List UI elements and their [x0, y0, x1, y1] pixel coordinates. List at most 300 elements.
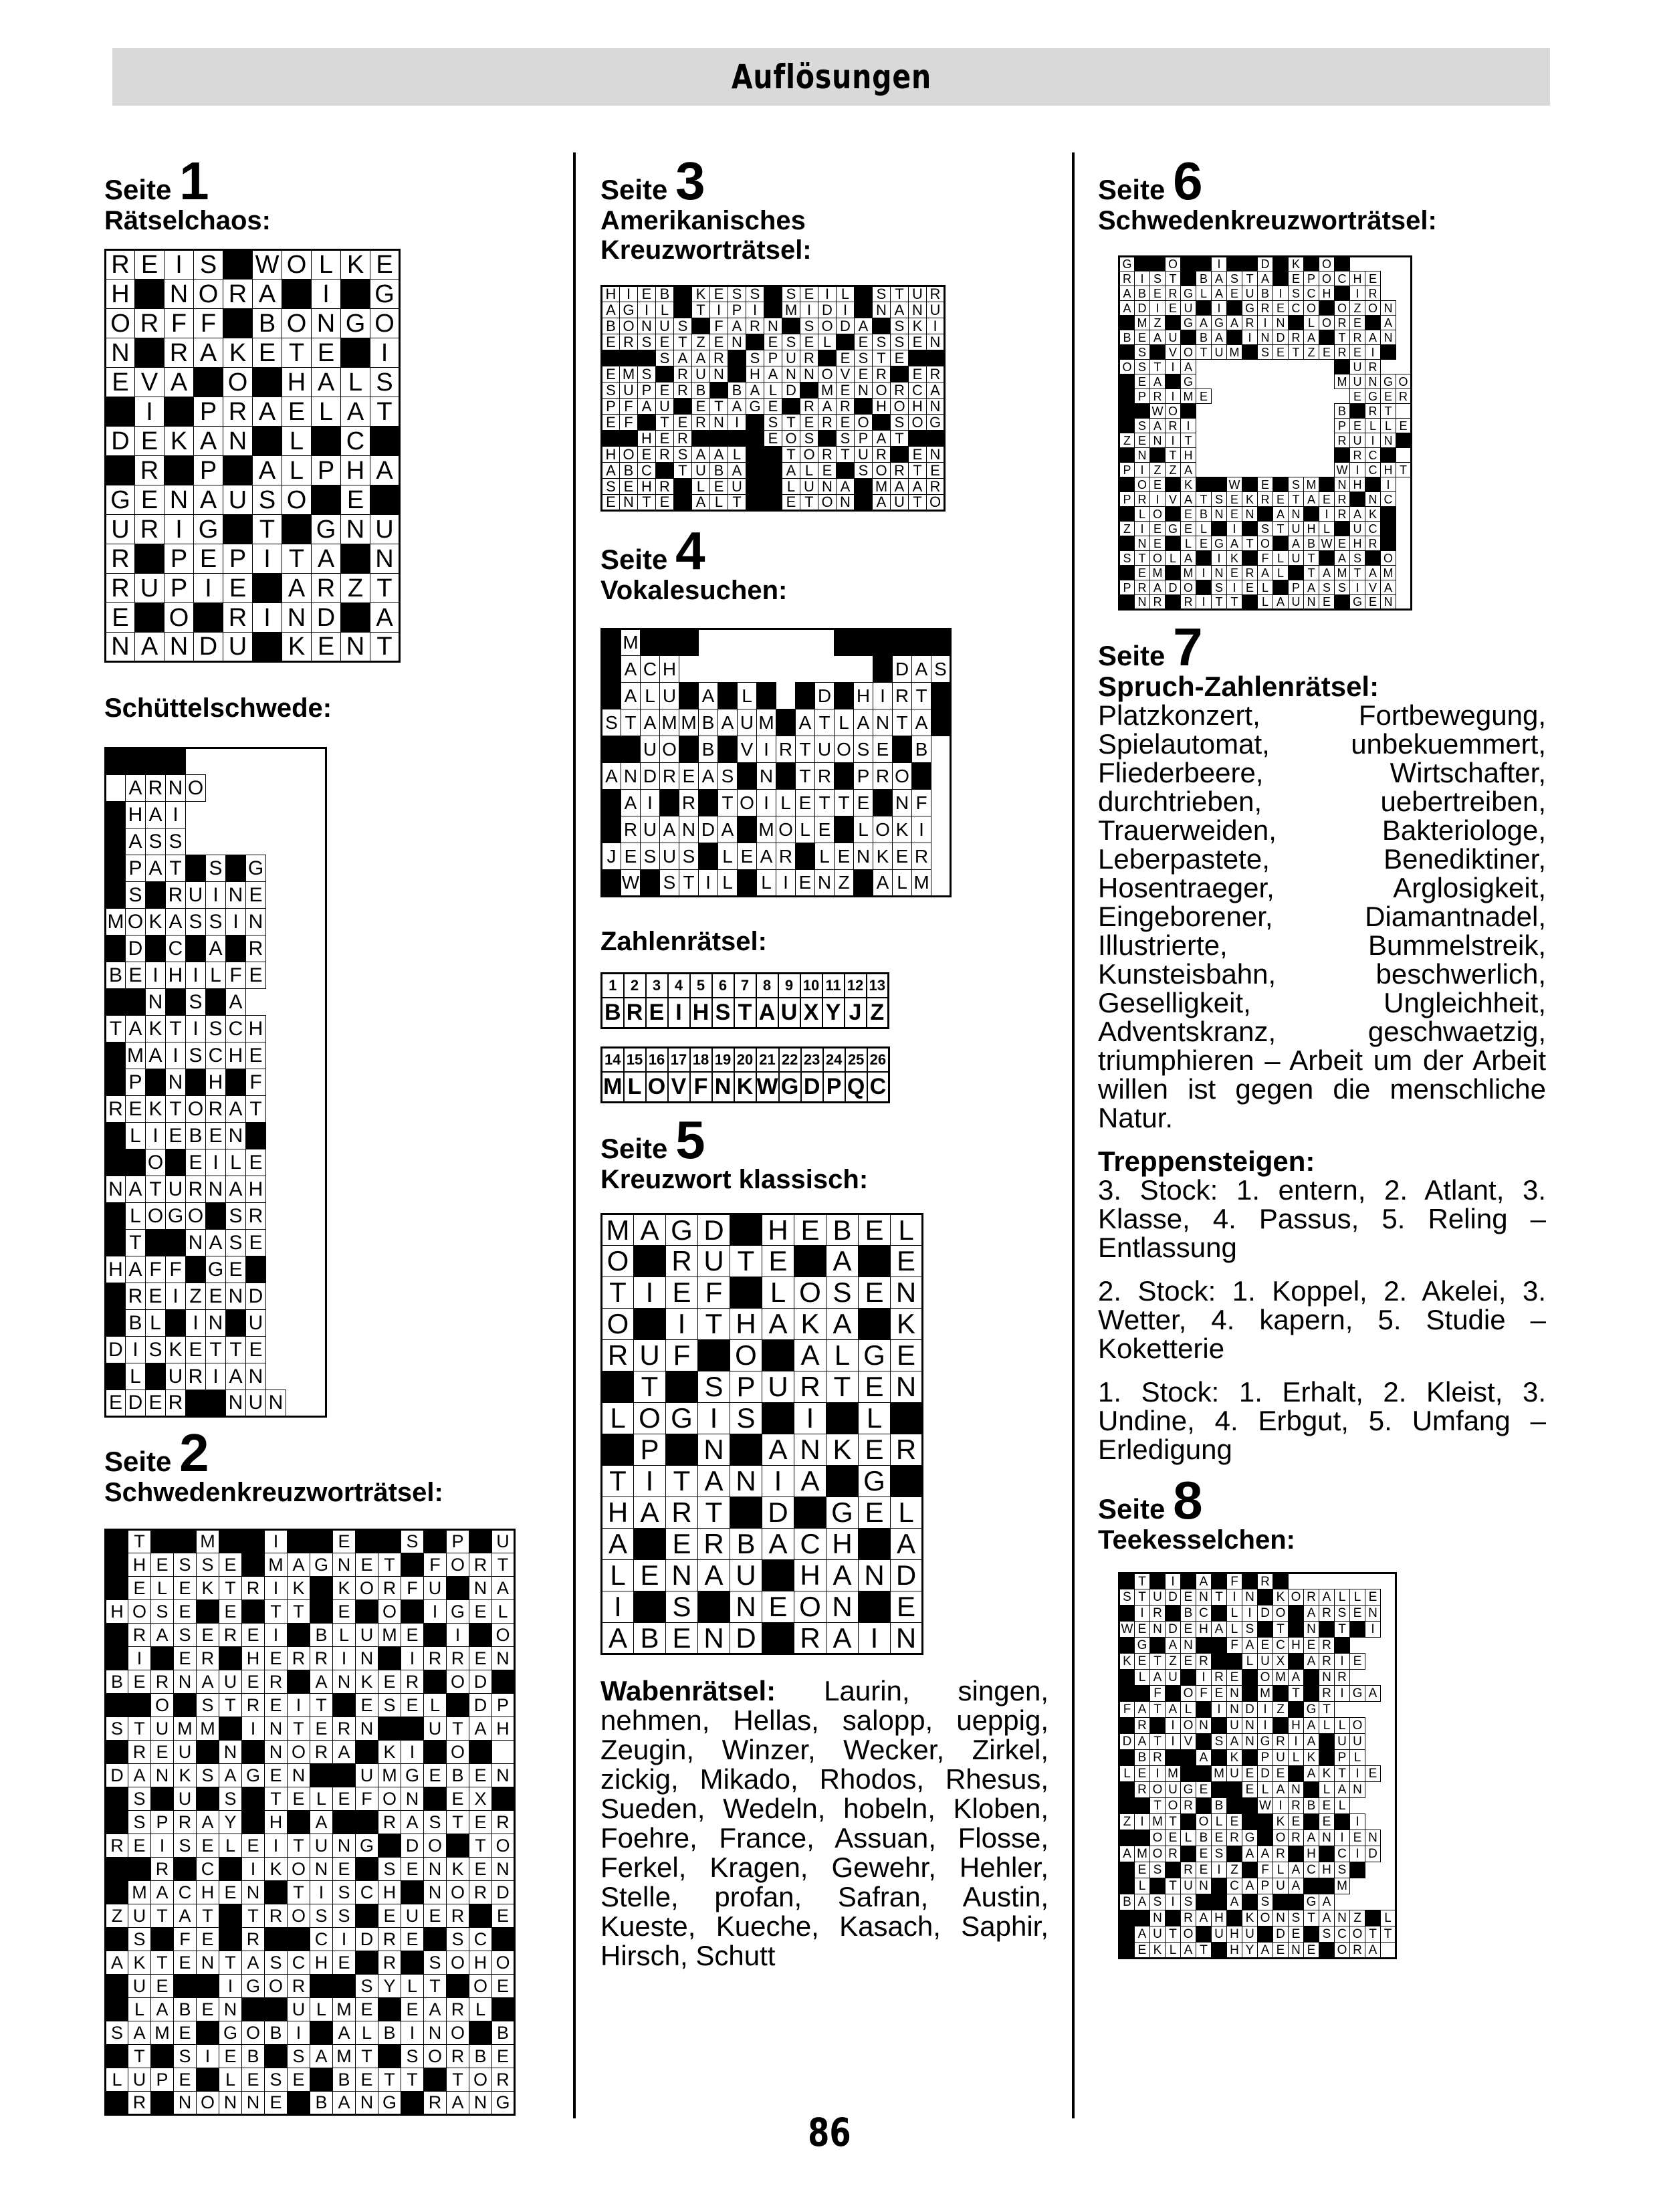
- letter-cell: T: [656, 415, 674, 431]
- letter-cell: O: [447, 1553, 469, 1577]
- black-cell: [106, 1811, 128, 1834]
- empty-space: [306, 1337, 326, 1363]
- letter-cell: L: [1196, 522, 1212, 536]
- empty-space: [1396, 522, 1412, 536]
- letter-cell: L: [835, 709, 854, 736]
- number-row: [602, 1048, 889, 1072]
- letter-cell: D: [1258, 257, 1273, 271]
- letter-cell: D: [699, 816, 718, 843]
- letter-cell: C: [1365, 463, 1381, 477]
- black-cell: [1289, 1766, 1304, 1782]
- letter-cell: O: [738, 790, 757, 816]
- letter-cell: U: [1350, 360, 1365, 374]
- letter-cell: I: [1166, 433, 1181, 448]
- black-cell: [135, 280, 164, 309]
- black-cell: [1242, 257, 1258, 271]
- letter-cell: R: [818, 415, 837, 431]
- empty-space: [266, 989, 286, 1016]
- letter-cell: F: [1227, 1638, 1242, 1654]
- black-cell: [242, 1600, 265, 1624]
- letter-cell: E: [1135, 330, 1150, 345]
- letter-cell: N: [1150, 1910, 1166, 1926]
- letter-cell: N: [873, 302, 891, 318]
- letter-cell: S: [186, 909, 206, 935]
- letter-cell: E: [206, 1123, 226, 1149]
- letter-cell: R: [246, 935, 266, 962]
- grid-row: [602, 1246, 923, 1277]
- letter-cell: T: [698, 1497, 730, 1529]
- black-cell: [1242, 345, 1258, 360]
- letter-cell: A: [288, 1553, 310, 1577]
- grid-table: [1118, 255, 1412, 611]
- letter-cell: E: [356, 1553, 378, 1577]
- letter-cell: S: [931, 656, 951, 683]
- letter-cell: O: [151, 1694, 174, 1717]
- letter-cell: R: [800, 399, 818, 415]
- letter-cell: H: [246, 1176, 266, 1203]
- letter-cell: O: [634, 1403, 666, 1434]
- waben-solution: [600, 1676, 1048, 1971]
- empty-space: [1365, 1718, 1381, 1734]
- letter-cell: L: [1350, 1750, 1365, 1766]
- letter-cell: N: [1150, 1622, 1166, 1638]
- grid-row: [602, 382, 945, 399]
- black-cell: [634, 1246, 666, 1277]
- letter-cell: L: [1335, 1798, 1350, 1814]
- letter-cell: O: [282, 309, 312, 338]
- empty-space: [1273, 433, 1289, 448]
- seite-label: Seite: [1098, 1493, 1166, 1525]
- letter-cell: R: [1258, 301, 1273, 316]
- black-cell: [891, 447, 909, 463]
- key-number: 1: [602, 974, 624, 998]
- letter-cell: B: [310, 2092, 333, 2115]
- letter-cell: S: [401, 2045, 424, 2068]
- letter-cell: T: [891, 431, 909, 447]
- empty-space: [1227, 374, 1242, 389]
- letter-cell: T: [1150, 1734, 1166, 1750]
- grid-row: [1119, 551, 1412, 566]
- letter-cell: A: [146, 802, 166, 828]
- letter-cell: R: [223, 397, 253, 427]
- letter-cell: R: [1227, 1830, 1242, 1846]
- letter-cell: C: [909, 382, 927, 399]
- empty-space: [306, 882, 326, 909]
- empty-space: [1381, 1782, 1396, 1798]
- empty-space: [931, 843, 951, 870]
- empty-space: [1365, 1670, 1381, 1686]
- empty-space: [1227, 433, 1242, 448]
- black-cell: [666, 1434, 698, 1466]
- black-cell: [469, 1530, 492, 1553]
- grid-row: [1119, 566, 1412, 580]
- letter-cell: O: [447, 1741, 469, 1764]
- empty-space: [1273, 404, 1289, 419]
- letter-cell: E: [312, 338, 341, 368]
- letter-cell: I: [1196, 566, 1212, 580]
- letter-cell: U: [151, 1717, 174, 1741]
- letter-cell: Z: [341, 574, 370, 603]
- letter-cell: C: [288, 1951, 310, 1975]
- black-cell: [1119, 1798, 1135, 1814]
- letter-cell: I: [146, 962, 166, 989]
- letter-cell: T: [718, 790, 738, 816]
- letter-cell: S: [660, 870, 679, 897]
- letter-cell: E: [1135, 1654, 1150, 1670]
- letter-cell: E: [151, 1741, 174, 1764]
- letter-cell: K: [265, 1858, 288, 1881]
- letter-cell: A: [206, 1230, 226, 1256]
- empty-space: [931, 816, 951, 843]
- letter-cell: R: [1289, 1798, 1304, 1814]
- black-cell: [265, 2045, 288, 2068]
- letter-cell: R: [469, 1553, 492, 1577]
- letter-cell: I: [1258, 316, 1273, 330]
- letter-cell: R: [660, 763, 679, 790]
- letter-cell: T: [815, 790, 835, 816]
- letter-cell: R: [891, 463, 909, 479]
- black-cell: [356, 1811, 378, 1834]
- letter-cell: M: [1181, 566, 1196, 580]
- letter-cell: I: [837, 302, 855, 318]
- black-cell: [146, 748, 166, 775]
- letter-cell: R: [242, 1577, 265, 1600]
- letter-cell: A: [762, 1529, 794, 1560]
- letter-cell: A: [1304, 1606, 1319, 1622]
- grid-row: [1119, 433, 1412, 448]
- empty-space: [1365, 1654, 1381, 1670]
- treppen-stock-3: 3. Stock: 1. entern, 2. Atlant, 3. Klasse, 4. Passus, 5. Reling – Entlassung: [1098, 1174, 1546, 1263]
- letter-cell: G: [378, 2092, 401, 2115]
- letter-cell: E: [282, 397, 312, 427]
- black-cell: [1119, 404, 1135, 419]
- letter-cell: R: [106, 574, 135, 603]
- letter-cell: N: [226, 1123, 246, 1149]
- grid-row: [1119, 1862, 1396, 1878]
- letter-cell: C: [197, 1858, 219, 1881]
- letter-cell: U: [1212, 345, 1227, 360]
- empty-space: [1289, 404, 1304, 419]
- empty-space: [1365, 1894, 1381, 1910]
- letter-cell: S: [424, 1811, 447, 1834]
- letter-cell: K: [1150, 1943, 1166, 1959]
- seite-label: Seite: [1098, 640, 1166, 671]
- letter-cell: N: [333, 1670, 356, 1694]
- black-cell: [1319, 330, 1335, 345]
- letter-cell: O: [835, 736, 854, 763]
- letter-cell: E: [492, 1904, 515, 1928]
- letter-cell: E: [1227, 1814, 1242, 1830]
- black-cell: [764, 447, 782, 463]
- letter-cell: F: [166, 1256, 186, 1283]
- letter-cell: M: [757, 709, 776, 736]
- letter-cell: C: [469, 1928, 492, 1951]
- black-cell: [341, 544, 370, 574]
- letter-cell: T: [378, 1553, 401, 1577]
- letter-cell: E: [1181, 522, 1196, 536]
- letter-cell: C: [1381, 492, 1396, 507]
- empty-space: [1227, 419, 1242, 433]
- black-cell: [174, 1975, 197, 1998]
- letter-cell: O: [1258, 1910, 1273, 1926]
- letter-cell: T: [1212, 595, 1227, 610]
- letter-cell: B: [1119, 330, 1135, 345]
- letter-cell: L: [128, 1998, 151, 2021]
- letter-cell: N: [800, 366, 818, 382]
- black-cell: [1335, 1638, 1350, 1654]
- letter-cell: A: [1150, 419, 1166, 433]
- letter-cell: N: [1196, 1589, 1212, 1606]
- empty-space: [1227, 448, 1242, 463]
- letter-cell: U: [1227, 1766, 1242, 1782]
- empty-space: [1350, 1702, 1365, 1718]
- letter-cell: R: [1319, 1686, 1335, 1702]
- letter-cell: J: [602, 843, 621, 870]
- letter-cell: N: [370, 544, 400, 574]
- letter-cell: E: [151, 1975, 174, 1998]
- black-cell: [174, 1858, 197, 1881]
- letter-cell: A: [226, 1176, 246, 1203]
- black-cell: [106, 855, 126, 882]
- letter-cell: T: [128, 1530, 151, 1553]
- letter-cell: U: [698, 1246, 730, 1277]
- banner-title: Auflösungen: [731, 58, 931, 96]
- empty-space: [266, 1337, 286, 1363]
- letter-cell: I: [757, 736, 776, 763]
- letter-cell: O: [146, 1203, 166, 1230]
- letter-cell: N: [226, 1390, 246, 1417]
- letter-cell: I: [666, 1309, 698, 1340]
- empty-space: [1381, 1894, 1396, 1910]
- letter-cell: M: [912, 870, 931, 897]
- letter-cell: U: [135, 574, 164, 603]
- black-cell: [310, 1764, 333, 1787]
- letter-cell: O: [660, 736, 679, 763]
- letter-cell: R: [1196, 1654, 1212, 1670]
- letter-cell: T: [837, 447, 855, 463]
- empty-space: [1258, 389, 1273, 404]
- letter-cell: R: [265, 1904, 288, 1928]
- black-cell: [1196, 1798, 1212, 1814]
- letter-cell: K: [873, 843, 893, 870]
- letter-cell: G: [356, 1834, 378, 1858]
- letter-cell: L: [1304, 316, 1319, 330]
- empty-space: [1212, 463, 1227, 477]
- letter-cell: A: [226, 989, 246, 1016]
- letter-cell: R: [1181, 595, 1196, 610]
- grid-row: [1119, 477, 1412, 492]
- empty-space: [286, 1123, 306, 1149]
- letter-cell: S: [1335, 1862, 1350, 1878]
- empty-space: [306, 1363, 326, 1390]
- letter-cell: L: [1258, 595, 1273, 610]
- black-cell: [728, 366, 746, 382]
- letter-cell: E: [246, 1337, 266, 1363]
- letter-cell: E: [1273, 492, 1289, 507]
- letter-cell: I: [1273, 286, 1289, 301]
- letter-cell: R: [312, 574, 341, 603]
- letter-cell: L: [424, 1694, 447, 1717]
- black-cell: [762, 1340, 794, 1371]
- letter-cell: U: [370, 515, 400, 544]
- black-cell: [378, 2045, 401, 2068]
- black-cell: [1119, 345, 1135, 360]
- letter-cell: D: [1135, 301, 1150, 316]
- letter-cell: T: [796, 763, 815, 790]
- grid-row: [602, 318, 945, 334]
- letter-cell: M: [197, 1530, 219, 1553]
- letter-cell: T: [447, 1811, 469, 1834]
- letter-cell: G: [492, 2092, 515, 2115]
- puzzle-title: Schwedenkreuzworträtsel:: [1098, 206, 1437, 235]
- letter-cell: E: [146, 1390, 166, 1417]
- letter-cell: T: [730, 1246, 762, 1277]
- black-cell: [1212, 1573, 1227, 1589]
- black-cell: [1273, 580, 1289, 595]
- empty-space: [306, 1310, 326, 1337]
- black-cell: [660, 790, 679, 816]
- letter-cell: N: [837, 495, 855, 511]
- black-cell: [197, 1600, 219, 1624]
- empty-space: [1396, 257, 1412, 271]
- empty-space: [266, 1203, 286, 1230]
- letter-cell: E: [219, 1881, 242, 1904]
- grid-row: [602, 656, 951, 683]
- letter-cell: T: [621, 709, 641, 736]
- black-cell: [288, 1530, 310, 1553]
- letter-cell: S: [106, 1717, 128, 1741]
- letter-cell: P: [223, 544, 253, 574]
- letter-cell: A: [634, 1214, 666, 1246]
- black-cell: [674, 479, 692, 495]
- grid-row: [602, 1497, 923, 1529]
- page-ref: 3: [675, 151, 705, 211]
- letter-cell: F: [1119, 1702, 1135, 1718]
- letter-cell: U: [128, 1975, 151, 1998]
- letter-cell: R: [151, 1670, 174, 1694]
- letter-cell: N: [1227, 1702, 1242, 1718]
- letter-cell: A: [1258, 1943, 1273, 1959]
- black-cell: [1273, 271, 1289, 286]
- letter-cell: B: [126, 1310, 146, 1337]
- letter-cell: R: [891, 382, 909, 399]
- letter-cell: T: [1135, 1589, 1150, 1606]
- grid-row: [106, 1694, 515, 1717]
- black-cell: [106, 1928, 128, 1951]
- black-cell: [666, 1371, 698, 1403]
- letter-cell: F: [698, 1277, 730, 1309]
- grid-row: [106, 1811, 515, 1834]
- black-cell: [1196, 580, 1212, 595]
- letter-cell: S: [197, 1764, 219, 1787]
- black-cell: [1396, 433, 1412, 448]
- black-cell: [1166, 536, 1181, 551]
- letter-cell: I: [634, 1466, 666, 1497]
- black-cell: [469, 1741, 492, 1764]
- letter-cell: D: [815, 683, 835, 709]
- black-cell: [1289, 1846, 1304, 1862]
- letter-cell: U: [1181, 301, 1196, 316]
- letter-cell: A: [1212, 330, 1227, 345]
- letter-cell: R: [126, 1283, 146, 1310]
- letter-cell: T: [1273, 522, 1289, 536]
- letter-cell: G: [1212, 536, 1227, 551]
- black-cell: [1181, 257, 1196, 271]
- letter-cell: S: [891, 415, 909, 431]
- grid-row: [106, 2068, 515, 2092]
- letter-cell: N: [1319, 1830, 1335, 1846]
- letter-cell: S: [1212, 1734, 1227, 1750]
- grid-row: [1119, 1654, 1396, 1670]
- letter-cell: R: [223, 603, 253, 633]
- grid-row: [1119, 419, 1412, 433]
- grid-row: [106, 427, 400, 456]
- black-cell: [1196, 1766, 1212, 1782]
- letter-cell: N: [794, 1434, 826, 1466]
- letter-cell: A: [242, 1951, 265, 1975]
- letter-cell: R: [1242, 316, 1258, 330]
- empty-space: [206, 802, 226, 828]
- puzzle-title: Vokalesuchen:: [600, 576, 788, 605]
- letter-cell: G: [1304, 1894, 1319, 1910]
- black-cell: [1273, 536, 1289, 551]
- letter-cell: L: [1181, 1830, 1196, 1846]
- letter-cell: E: [1227, 507, 1242, 522]
- letter-cell: A: [698, 1466, 730, 1497]
- letter-cell: T: [128, 1717, 151, 1741]
- letter-cell: P: [447, 1530, 469, 1553]
- letter-cell: E: [710, 286, 728, 302]
- letter-cell: E: [174, 1577, 197, 1600]
- letter-cell: A: [370, 603, 400, 633]
- letter-cell: U: [106, 515, 135, 544]
- letter-cell: R: [128, 1624, 151, 1647]
- letter-cell: E: [265, 1694, 288, 1717]
- letter-cell: E: [656, 382, 674, 399]
- letter-cell: E: [764, 334, 782, 350]
- black-cell: [356, 1600, 378, 1624]
- black-cell: [1181, 1814, 1196, 1830]
- letter-cell: O: [1181, 345, 1196, 360]
- grid-table: [600, 285, 946, 512]
- grid-table: [600, 1213, 923, 1655]
- black-cell: [424, 1928, 447, 1951]
- black-cell: [1119, 1830, 1135, 1846]
- letter-cell: E: [1258, 1638, 1273, 1654]
- black-cell: [492, 1928, 515, 1951]
- letter-cell: T: [710, 399, 728, 415]
- letter-cell: U: [1258, 1654, 1273, 1670]
- black-cell: [1135, 257, 1150, 271]
- letter-cell: U: [401, 1904, 424, 1928]
- letter-cell: O: [1273, 1830, 1289, 1846]
- empty-space: [1273, 448, 1289, 463]
- letter-cell: O: [424, 1834, 447, 1858]
- letter-cell: E: [424, 1764, 447, 1787]
- letter-cell: A: [728, 463, 746, 479]
- black-cell: [602, 736, 621, 763]
- letter-cell: U: [1150, 1589, 1166, 1606]
- letter-cell: E: [469, 1764, 492, 1787]
- letter-cell: O: [1304, 301, 1319, 316]
- grid-row: [602, 1591, 923, 1623]
- empty-space: [679, 656, 699, 683]
- black-cell: [1304, 507, 1319, 522]
- puzzle-grid: [1118, 255, 1553, 611]
- grid-row: [1119, 1718, 1396, 1734]
- letter-cell: E: [1150, 536, 1166, 551]
- letter-cell: H: [341, 456, 370, 485]
